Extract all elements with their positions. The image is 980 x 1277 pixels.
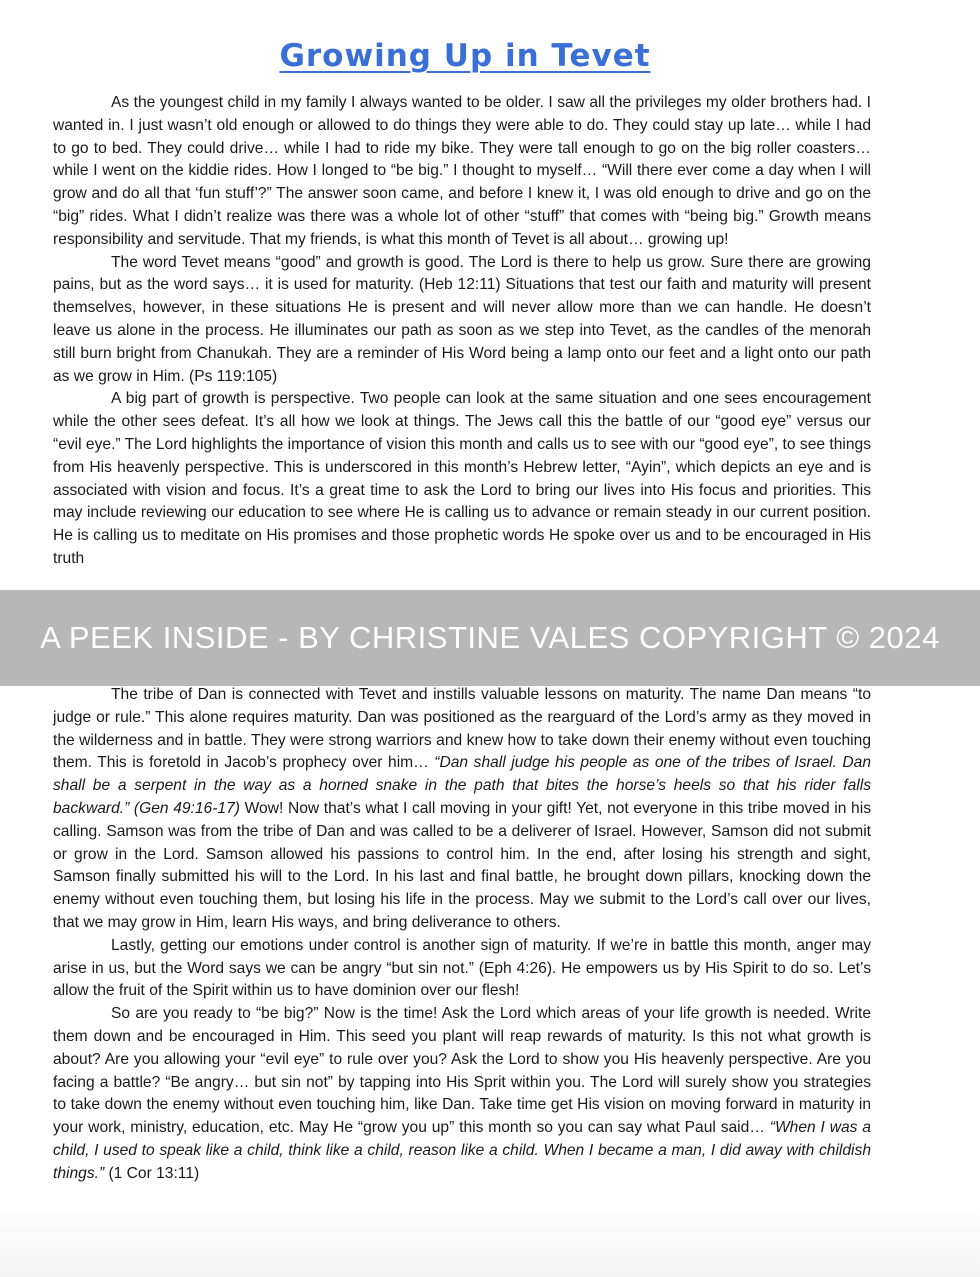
paragraph-lastly: Lastly, getting our emotions under control is another sign of maturity. If we’re in battle this month, anger may arise in us, but the Word says we can be angry “but sin not.” (Eph 4:26). He empowers us by His Spirit to do so. Let’s allow the fruit of the Spirit within us to have dominion over our flesh!: [53, 936, 871, 1000]
closing-citation: (1 Cor 13:11): [104, 1164, 200, 1182]
dan-text-before: The tribe of Dan is connected with Tevet and instills valuable lessons on maturity. The name Dan means “to judge or rule.” This alone requires maturity. Dan was positioned as the rearguard of the Lord’s army as they moved in the wilderness and in battle. They were strong warriors and knew how to take down their enemy without even touching them. This is foretold in Jacob’s prophecy over him…: [53, 686, 871, 772]
closing-quote: “When I was a child, I used to speak like a child, think like a child, reason like a child. When I became a man, I did away with childish things.”: [53, 1119, 871, 1182]
paragraph-closing: [53, 1003, 871, 1185]
page-title: Growing Up in Tevet: [279, 38, 651, 74]
paragraph-word-tevet: The word Tevet means “good” and growth is good. The Lord is there to help us grow. Sure there are growing pains, but as the word says… it is used for maturity. (Heb 12:11) Situations that test our faith and maturity will present themselves, however, in these situations He is present and will never allow more than we can handle. He doesn’t leave us alone in the process. He illuminates our path as soon as we step into Tevet, as the candles of the menorah still burn bright from Chanukah. They are a reminder of His Word being a lamp onto our feet and a light onto our path as we grow in Him. (Ps 119:105): [53, 253, 871, 385]
watermark-text: A PEEK INSIDE - BY CHRISTINE VALES COPYRIGHT © 2024: [40, 620, 940, 655]
paragraph-perspective: A big part of growth is perspective. Two people can look at the same situation and one sees encouragement while the other sees defeat. It’s all how we look at things. The Jews call this the battle of our “good eye” versus our “evil eye.” The Lord highlights the importance of vision this month and calls us to see with our “good eye”, to see things from His heavenly perspective. This is underscored in this month’s Hebrew letter, “Ayin”, which depicts an eye and is associated with vision and focus. It’s a great time to ask the Lord to bring our lives into His focus and priorities. This may include reviewing our education to see where He is calling us to advance or remain steady in our current position. He is calling us to meditate on His promises and those prophetic words He spoke over us and to be encouraged in His truth: [53, 390, 871, 567]
page-bottom-shade: [0, 1205, 980, 1277]
article-body-lower: [53, 684, 871, 1186]
paragraph-tribe-of-dan: [53, 684, 871, 935]
closing-text-before: So are you ready to “be big?” Now is the time! Ask the Lord which areas of your life growth is needed. Write them down and be encouraged in Him. This seed you plant will reap rewards of maturity. Is this not what growth is about? Are you allowing your “evil eye” to rule over you? Ask the Lord to show you His heavenly perspective. Are you facing a battle? “Be angry… but sin not” by tapping into His Sprit within you. The Lord will surely show you strategies to take down the enemy without even touching him, like Dan. Take time get His vision on moving forward in maturity in your work, ministry, education, etc. May He “grow you up” this month so you can say what Paul said…: [53, 1005, 871, 1137]
watermark-banner: [0, 590, 980, 686]
dan-quote: “Dan shall judge his people as one of the tribes of Israel. Dan shall be a serpent in the way as a horned snake in the path that bites the horse’s heels so that his rider falls backward.” (Gen 49:16-17): [53, 754, 872, 817]
dan-text-after: Wow! Now that’s what I call moving in your gift! Yet, not everyone in this tribe moved in his calling. Samson was from the tribe of Dan and was called to be a deliverer of Israel. However, Samson did not submit or grow in the Lord. Samson allowed his passions to control him. In the end, after losing his strength and sight, Samson finally submitted his will to the Lord. In his last and final battle, he brought down pillars, knocking down the enemy without even touching them, but losing his life in the process. May we submit to the Lord’s call over our lives, that we may grow in Him, learn His ways, and bring deliverance to others.: [53, 799, 871, 931]
article-body-upper: [53, 92, 871, 588]
paragraph-youngest-child: As the youngest child in my family I always wanted to be older. I saw all the privileges my older brothers had. I wanted in. I just wasn’t old enough or allowed to do things they were able to do. They could stay up late… while I had to go to bed. They could drive… while I had to ride my bike. They were tall enough to go on the big roller coasters… while I went on the kiddie rides. How I longed to “be big.” I thought to myself… “Will there ever come a day when I will grow and do all that ‘fun stuff’?” The answer soon came, and before I knew it, I was old enough to drive and go on the “big” rides. What I didn’t realize was there was a whole lot of other “stuff” that comes with “being big.” Growth means responsibility and servitude. That my friends, is what this month of Tevet is all about… growing up!: [53, 94, 871, 248]
